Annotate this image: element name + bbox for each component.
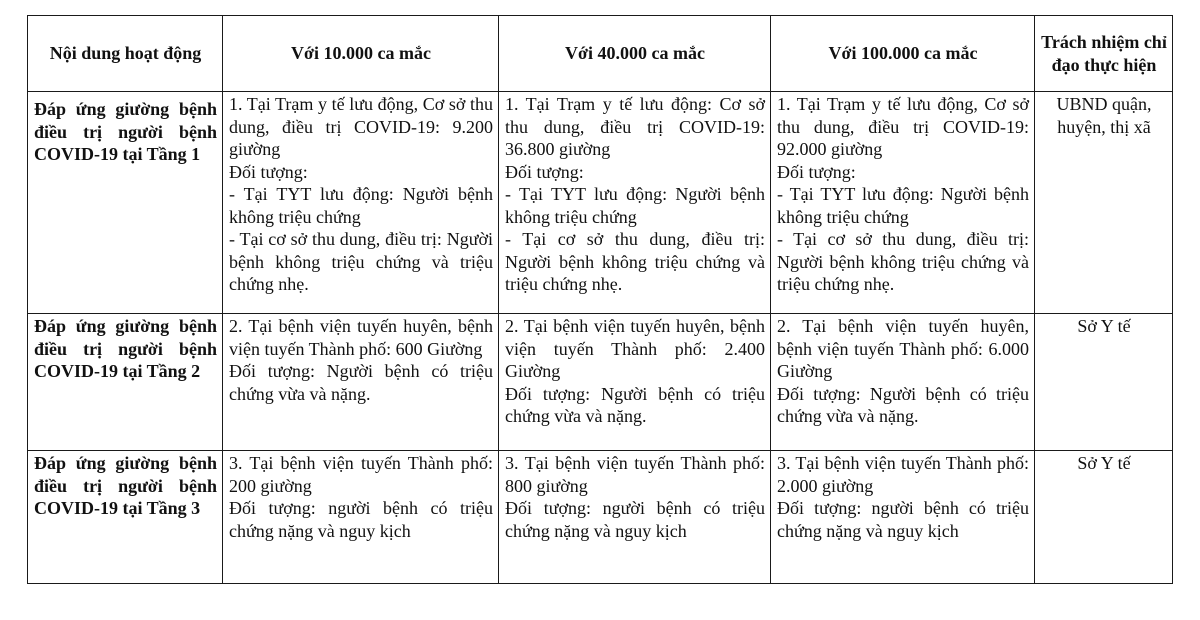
cell-line: 1. Tại Trạm y tế lưu động: Cơ sở thu dung, điều trị COVID-19: 36.800 giường [505,94,765,159]
cell-line: - Tại cơ sở thu dung, điều trị: Người bệnh không triệu chứng và triệu chứng nhẹ. [777,229,1029,294]
cell-40000-cases [499,314,771,451]
header-activity: Nội dung hoạt động [28,16,223,92]
cell-line: - Tại cơ sở thu dung, điều trị: Người bệnh không triệu chứng và triệu chứng nhẹ. [505,229,765,294]
cell-line: 2. Tại bệnh viện tuyến huyên, bệnh viện tuyến Thành phố: 600 Giường [229,316,493,359]
table-row-tier-2 [28,314,1173,451]
header-responsibility: Trách nhiệm chỉ đạo thực hiện [1035,16,1173,92]
cell-line: 3. Tại bệnh viện tuyến Thành phố: 2.000 giường [777,453,1029,496]
responsibility-cell: UBND quận, huyện, thị xã [1035,92,1173,314]
cell-line: Đối tượng: Người bệnh có triệu chứng vừa và nặng. [505,383,765,426]
cell-line: 2. Tại bệnh viện tuyến huyên, bệnh viện tuyến Thành phố: 2.400 Giường [505,316,765,381]
cell-10000-cases [223,314,499,451]
cell-line: Đối tượng: người bệnh có triệu chứng nặng và nguy kịch [505,498,765,541]
header-10000-cases: Với 10.000 ca mắc [223,16,499,92]
cell-line: Đối tượng: Người bệnh có triệu chứng vừa và nặng. [777,383,1029,426]
activity-cell: Đáp ứng giường bệnh điều trị người bệnh COVID-19 tại Tầng 1 [28,92,223,314]
cell-line: 1. Tại Trạm y tế lưu động, Cơ sở thu dung, điều trị COVID-19: 9.200 giường [229,94,493,159]
header-40000-cases: Với 40.000 ca mắc [499,16,771,92]
header-100000-cases: Với 100.000 ca mắc [771,16,1035,92]
cell-line: 2. Tại bệnh viện tuyến huyên, bệnh viện tuyến Thành phố: 6.000 Giường [777,316,1029,381]
activity-cell: Đáp ứng giường bệnh điều trị người bệnh COVID-19 tại Tầng 3 [28,451,223,584]
table-row-tier-1 [28,92,1173,314]
cell-line: Đối tượng: [229,161,308,182]
activity-cell: Đáp ứng giường bệnh điều trị người bệnh COVID-19 tại Tầng 2 [28,314,223,451]
cell-line: Đối tượng: [505,161,584,182]
cell-100000-cases [771,92,1035,314]
cell-line: - Tại cơ sở thu dung, điều trị: Người bệnh không triệu chứng và triệu chứng nhẹ. [229,229,493,294]
cell-line: - Tại TYT lưu động: Người bệnh không triệu chứng [777,184,1029,227]
responsibility-cell: Sở Y tế [1035,314,1173,451]
responsibility-cell: Sở Y tế [1035,451,1173,584]
cell-line: Đối tượng: người bệnh có triệu chứng nặng và nguy kịch [777,498,1029,541]
cell-10000-cases [223,92,499,314]
bed-capacity-table [27,15,1173,584]
cell-line: Đối tượng: Người bệnh có triệu chứng vừa và nặng. [229,361,493,404]
cell-10000-cases [223,451,499,584]
cell-100000-cases [771,314,1035,451]
cell-line: 3. Tại bệnh viện tuyến Thành phố: 800 giường [505,453,765,496]
header-row [28,16,1173,92]
cell-40000-cases [499,451,771,584]
cell-line: Đối tượng: [777,161,856,182]
cell-100000-cases [771,451,1035,584]
cell-line: 1. Tại Trạm y tế lưu động, Cơ sở thu dung, điều trị COVID-19: 92.000 giường [777,94,1029,159]
cell-line: 3. Tại bệnh viện tuyến Thành phố: 200 giường [229,453,493,496]
table-row-tier-3 [28,451,1173,584]
cell-line: Đối tượng: người bệnh có triệu chứng nặng và nguy kịch [229,498,493,541]
cell-line: - Tại TYT lưu động: Người bệnh không triệu chứng [229,184,493,227]
cell-line: - Tại TYT lưu động: Người bệnh không triệu chứng [505,184,765,227]
cell-40000-cases [499,92,771,314]
